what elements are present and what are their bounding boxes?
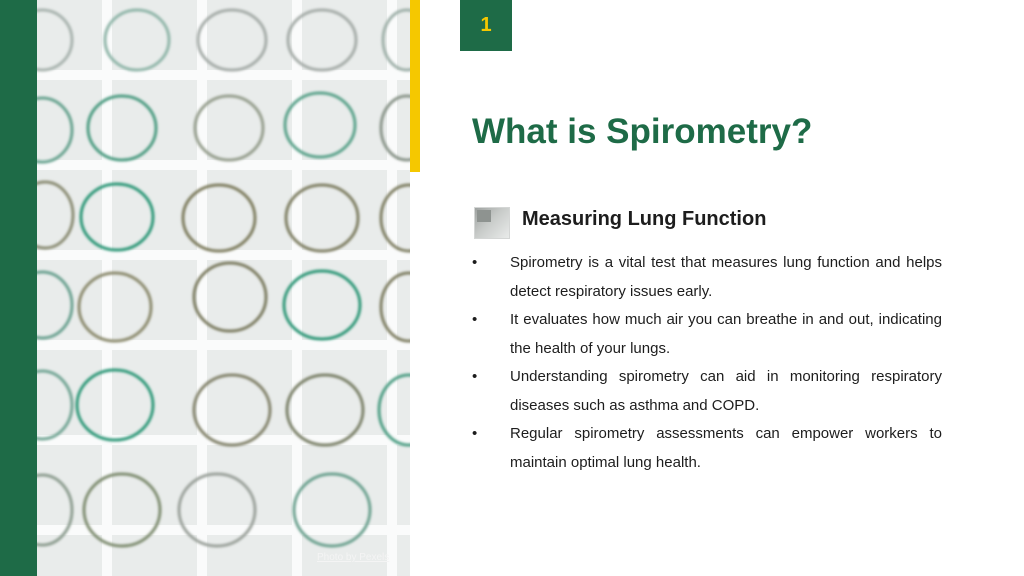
- bullet-text: Spirometry is a vital test that measures lung function and helps detect respiratory issues early.: [510, 254, 942, 300]
- test-tubes-illustration: [37, 0, 410, 576]
- bullet-marker: •: [472, 425, 478, 442]
- bullet-item: [470, 363, 942, 420]
- yellow-accent-bar: [410, 0, 420, 172]
- bullet-text: Understanding spirometry can aid in monitoring respiratory diseases such as asthma and COPD.: [510, 368, 942, 414]
- bullet-marker: •: [472, 254, 478, 271]
- page-number-badge: [460, 0, 512, 51]
- section-image-icon: [474, 207, 510, 239]
- bullet-item: [470, 306, 942, 363]
- section-heading: Measuring Lung Function: [522, 208, 767, 230]
- test-tubes-photo: [37, 0, 410, 576]
- bullet-list: [470, 249, 942, 477]
- left-accent-bar: [0, 0, 37, 576]
- bullet-marker: •: [472, 368, 478, 385]
- bullet-text: It evaluates how much air you can breathe in and out, indicating the health of your lungs.: [510, 311, 942, 357]
- bullet-marker: •: [472, 311, 478, 328]
- photo-credit-link[interactable]: Photo by Pexels: [317, 552, 390, 563]
- bullet-item: [470, 420, 942, 477]
- bullet-item: [470, 249, 942, 306]
- slide-title: What is Spirometry?: [472, 112, 813, 151]
- bullet-text: Regular spirometry assessments can empower workers to maintain optimal lung health.: [510, 425, 942, 471]
- page-number: 1: [480, 14, 492, 36]
